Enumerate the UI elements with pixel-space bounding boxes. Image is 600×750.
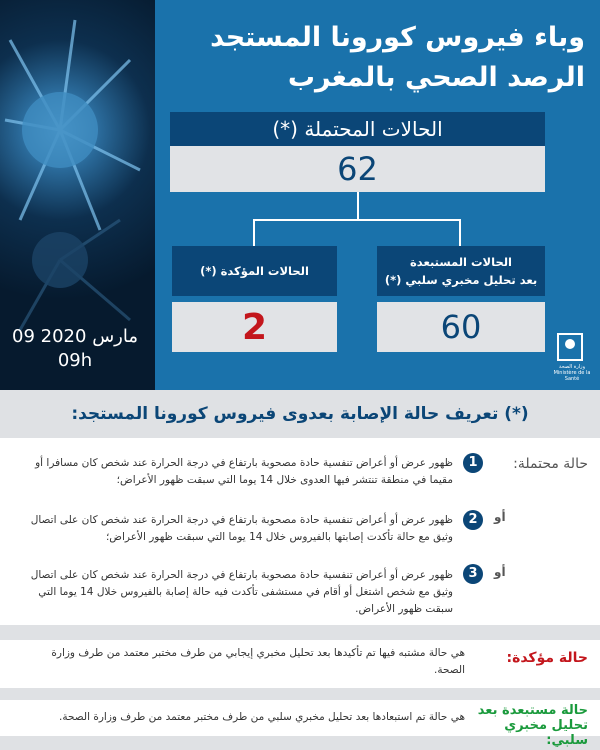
number-3-icon: 3 xyxy=(463,564,483,584)
probable-cases-label: الحالات المحتملة (*) xyxy=(170,112,545,146)
excluded-label-line-1: الحالات المستبعدة xyxy=(410,255,512,269)
virus-image xyxy=(0,0,155,390)
title-line-1: وباء فيروس كورونا المستجد xyxy=(210,22,585,53)
number-2-icon: 2 xyxy=(463,510,483,530)
connector xyxy=(253,219,255,247)
criterion-3-text: ظهور عرض أو أعراض تنفسية حادة مصحوبة بارتفاع في درجة الحرارة عند شخص كان على اتصال وثيق مع شخص اشتغل أو أقام في مستشفى تأكدت فيه حالة إصابة بالفيروس خلال 14 يوما التي سبقت ظهور الأعراض. xyxy=(30,569,453,615)
confirmed-cases-value: 2 xyxy=(172,302,337,352)
number-1-icon: 1 xyxy=(463,453,483,473)
ministry-logo xyxy=(557,333,583,361)
confirmed-case-label: حالة مؤكدة: xyxy=(506,650,588,666)
excluded-label-line-2: بعد تحليل مخبري سلبي (*) xyxy=(384,273,538,287)
or-label: أو xyxy=(494,565,506,579)
page-title xyxy=(165,18,585,98)
definitions-title: (*) تعريف حالة الإصابة بعدوى فيروس كورونا المستجد: xyxy=(0,390,600,438)
time-text: 09h xyxy=(57,350,93,371)
date-text: 09 مارس 2020 xyxy=(12,326,138,347)
criterion-2-text: ظهور عرض أو أعراض تنفسية حادة مصحوبة بارتفاع في درجة الحرارة عند شخص كان على اتصال وثيق مع حالة تأكدت إصابتها بالفيروس خلال 14 يوما التي سبقت ظهور الأعراض؛ xyxy=(30,514,453,543)
excluded-case-text: هي حالة تم استبعادها بعد تحليل مخبري سلبي من طرف مختبر معتمد من طرف وزارة الصحة. xyxy=(59,711,465,723)
probable-cases-value: 62 xyxy=(170,146,545,192)
excluded-case-label: حالة مستبعدة بعد تحليل مخبري سلبي: xyxy=(477,703,588,748)
criterion-1-text: ظهور عرض أو أعراض تنفسية حادة مصحوبة بارتفاع في درجة الحرارة عند شخص كان مسافرا أو مقيما في منطقة تنتشر فيها العدوى خلال 14 يوما التي سبقت ظهور الأعراض؛ xyxy=(35,457,453,486)
or-label: أو xyxy=(494,510,506,524)
excluded-cases-value: 60 xyxy=(377,302,545,352)
confirmed-case-text: هي حالة مشتبه فيها تم تأكيدها بعد تحليل مخبري إيجابي من طرف مختبر معتمد من طرف وزارة الصحة. xyxy=(51,647,465,676)
confirmed-cases-label: الحالات المؤكدة (*) xyxy=(172,246,337,296)
connector xyxy=(357,192,359,220)
report-date xyxy=(10,325,140,373)
connector xyxy=(253,219,460,221)
title-line-2: الرصد الصحي بالمغرب xyxy=(287,62,585,93)
connector xyxy=(459,219,461,247)
excluded-cases-label xyxy=(377,246,545,296)
ministry-logo-text: وزارة الصحة Ministère de la Santé xyxy=(553,364,591,382)
probable-case-label: حالة محتملة: xyxy=(513,456,588,472)
